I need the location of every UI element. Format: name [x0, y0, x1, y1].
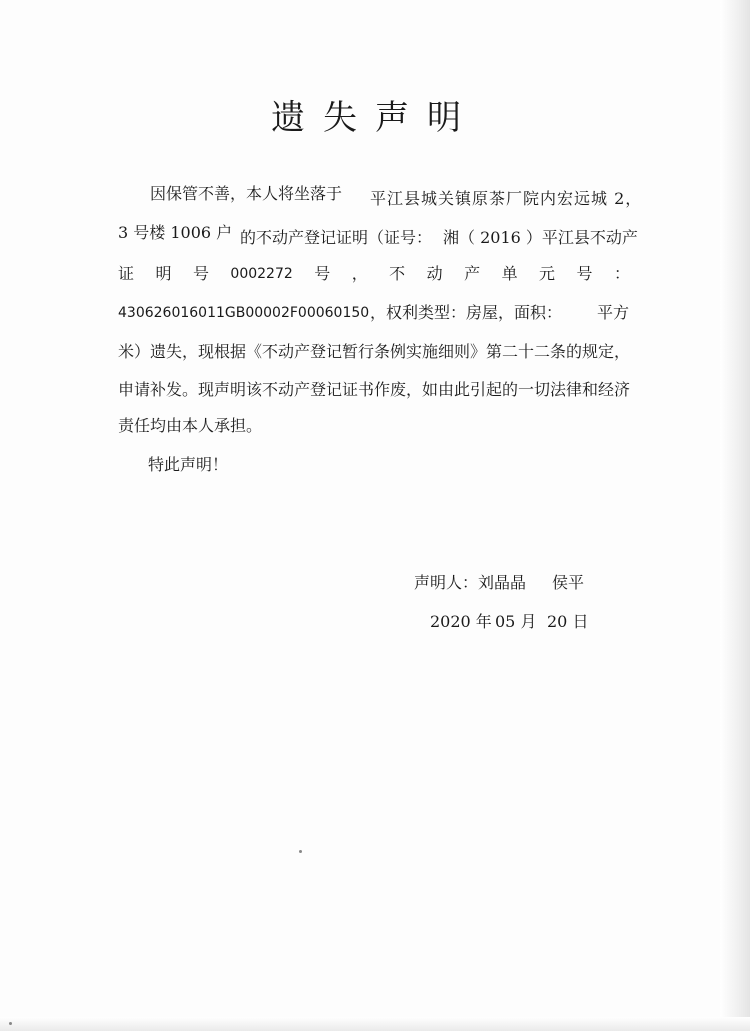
text-char: 动: [426, 264, 443, 283]
date-day: 20 日: [547, 612, 589, 631]
declarant-name-2: 侯平: [552, 573, 585, 592]
text-char: 号: [314, 264, 331, 283]
scan-speck: [9, 1022, 12, 1025]
unit-number: 430626016011GB00002F00060150: [118, 305, 370, 321]
body-line-2c: 湘（ 2016 ）平江县不动产: [443, 228, 638, 247]
document-title: 遗失声明: [271, 98, 479, 138]
scan-edge-right: [720, 0, 750, 1031]
body-line-1a: 因保管不善，本人将坐落于: [150, 184, 343, 203]
body-line-7: 责任均由本人承担。: [118, 416, 263, 435]
body-line-6: 申请补发。现声明该不动产登记证书作废，如由此引起的一切法律和经济: [118, 380, 631, 399]
closing-statement: 特此声明！: [148, 455, 229, 474]
text-char: 元: [539, 264, 556, 283]
text-char: 号: [192, 264, 209, 283]
text-char: 单: [501, 264, 518, 283]
body-line-2a: 3 号楼 1006 户: [118, 223, 233, 242]
scan-edge-bottom: [0, 1017, 750, 1031]
text-char: ，: [351, 264, 368, 283]
text-char: 产: [464, 264, 481, 283]
date-month: 05 月: [495, 612, 537, 631]
body-line-5: 米）遗失，现根据《不动产登记暂行条例实施细则》第二十二条的规定，: [118, 342, 631, 361]
text-char: ：: [613, 264, 630, 283]
certificate-number: 0002272: [230, 266, 293, 282]
body-line-4b: ，权利类型：房屋，面积：: [370, 303, 563, 322]
body-line-2b: 的不动产登记证明（证号：: [240, 228, 433, 247]
text-char: 号: [576, 264, 593, 283]
body-line-3: [118, 264, 630, 284]
body-line-4c: 平方: [597, 303, 630, 322]
text-char: 不: [389, 264, 406, 283]
body-line-1b: 平江县城关镇原茶厂院内宏远城 2，: [370, 189, 643, 208]
scan-speck: [299, 850, 302, 853]
text-char: 明: [155, 264, 172, 283]
text-char: 证: [118, 264, 135, 283]
declarant-label: 声明人：刘晶晶: [414, 573, 527, 592]
date-year: 2020 年: [430, 612, 492, 631]
